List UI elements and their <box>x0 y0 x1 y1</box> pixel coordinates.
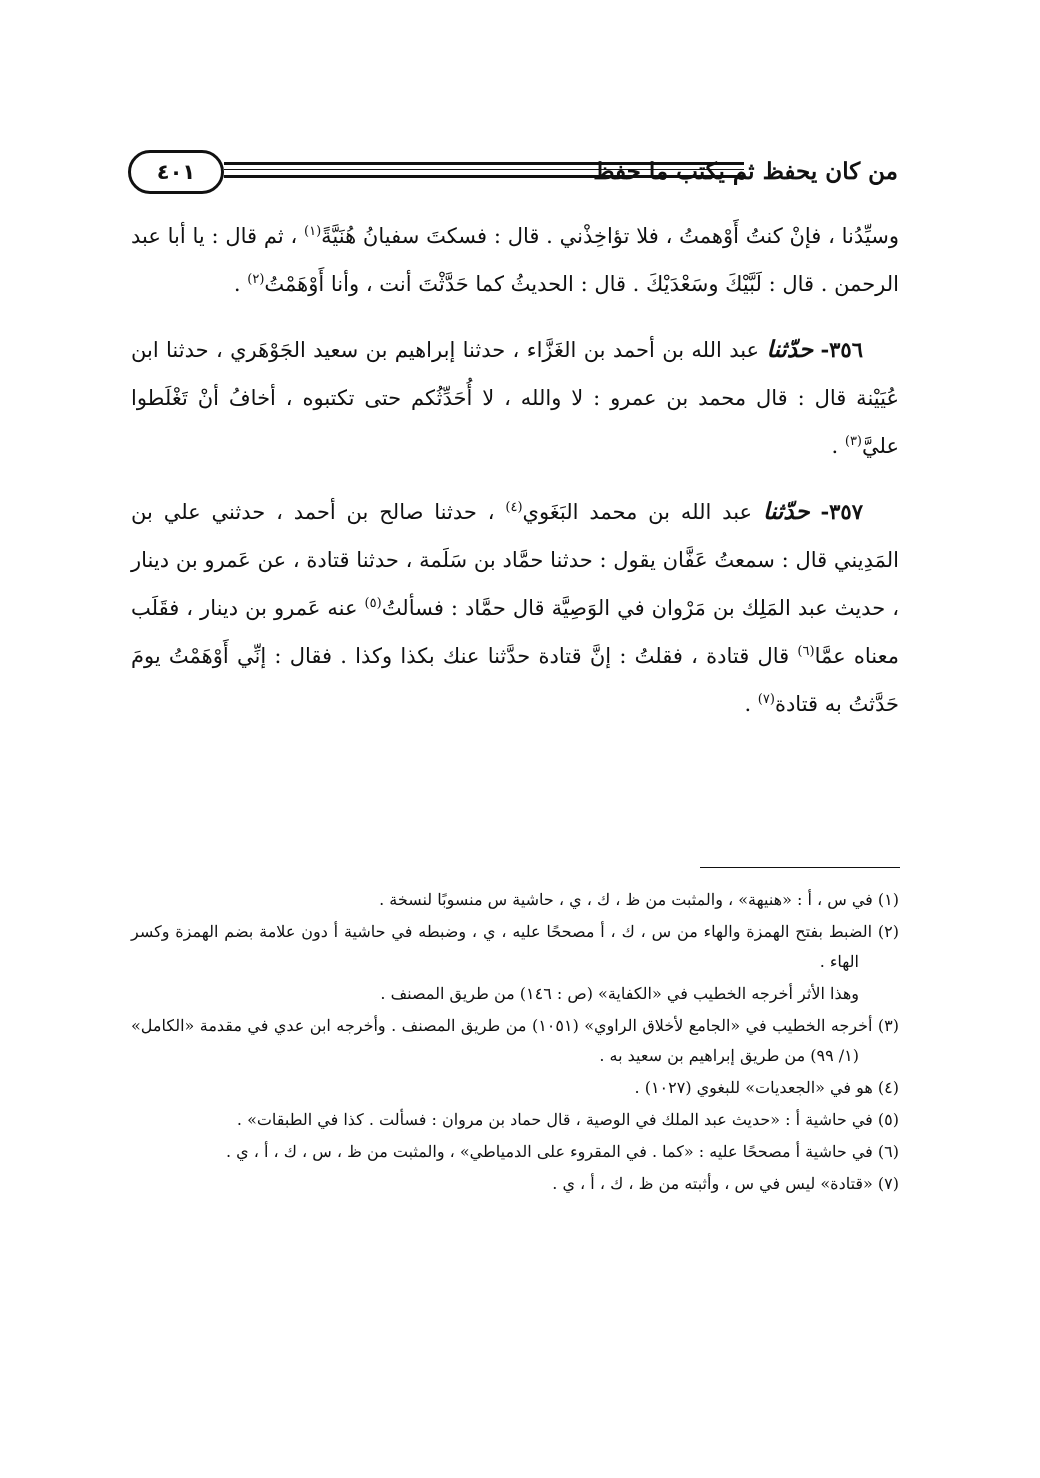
running-title: من كان يحفظ ثم يكتب ما حفظ <box>593 158 898 185</box>
text-span: قال : يا أبا عبد الرحمن . قال : لَبَّيْكَ وسَعْدَيْكَ . قال : الحديثُ كما حَدَّثْتَ أنت ، <box>131 224 899 296</box>
footnote-ref-6[interactable]: (٦) <box>797 644 815 659</box>
footnote-2: (٢) الضبط بفتح الهمزة والهاء من س ، ك ، أ مصححًا عليه ، ي ، وضبطه في حاشية أ دون علامة بضم الهمزة وكسر الهاء . <box>131 922 899 971</box>
footnotes <box>131 885 899 1199</box>
hadith-356 <box>131 326 899 470</box>
text-span: . <box>233 272 248 296</box>
text-span: عنه عَمرو بن دينار ، فقَلَب معناه عمَّا <box>131 596 899 668</box>
page-header <box>128 150 898 200</box>
footnote-3: (٣) أخرجه الخطيب في «الجامع لأخلاق الراوي» (١٠٥١) من طريق المصنف . وأخرجه ابن عدي في مقدمة «الكامل» (١/ ٩٩) من طريق إبراهيم بن سعيد به . <box>131 1016 900 1065</box>
footnote-ref-1[interactable]: (١) <box>304 224 322 239</box>
page-number: ٤٠١ <box>128 150 224 194</box>
footnote-ref-2[interactable]: (٢) <box>247 272 265 287</box>
paragraph-continuation <box>131 212 899 308</box>
text-span: ، ثم <box>263 224 305 248</box>
footnote-7: (٧) «قتادة» ليس في س ، وأثبته من ظ ، ك ، أ ، ي . <box>552 1174 899 1193</box>
text-span: قال قتادة ، فقلتُ : إنَّ قتادة حدَّثنا عنك بكذا وكذا . فقال : إنِّي أَوْهَمْتُ يومَ حَدَّثتُ به قتادة <box>131 644 899 716</box>
footnote-1: (١) في س ، أ : «هنيهة» ، والمثبت من ظ ، ك ، ي ، حاشية س منسوبًا لنسخة . <box>379 890 899 909</box>
hadith-number: ٣٥٦- <box>820 337 863 362</box>
haddathana-word: حدّثنا <box>766 336 814 363</box>
hadith-357 <box>131 488 899 728</box>
footnote-5: (٥) في حاشية أ : «حديث عبد الملك في الوصية ، قال حماد بن مروان : فسألت . كذا في الطبقات» . <box>236 1110 899 1129</box>
footnote-ref-7[interactable]: (٧) <box>757 692 775 707</box>
footnote-4: (٤) هو في «الجعديات» للبغوي (١٠٢٧) . <box>634 1078 899 1097</box>
text-span: وأنا أَوْهَمْتُ <box>264 272 360 296</box>
hadith-number: ٣٥٧- <box>820 499 863 524</box>
text-span: عبد الله بن محمد البَغَوي <box>522 500 763 524</box>
text-span: وسيِّدُنا ، فإنْ كنتُ أَوْهمتُ ، فلا تؤاخِذْني . قال : فسكتَ سفيانُ هُنَيَّةً <box>321 224 899 248</box>
footnote-6: (٦) في حاشية أ مصححًا عليه : «كما . في المقروء على الدمياطي» ، والمثبت من ظ ، س ، ك ، أ ، ي . <box>225 1142 899 1161</box>
text-span: . <box>831 434 845 458</box>
text-span: عبد الله بن أحمد بن الغَزَّاء ، حدثنا إبراهيم بن سعيد الجَوْهَري ، حدثنا ابن عُيَيْنة قال : قال محمد بن عمرو : لا والله ، لا أُحَدِّثُكم حتى تكتبوه ، أخافُ أنْ تَغْلَطوا عليَّ <box>131 338 899 458</box>
footnote-ref-5[interactable]: (٥) <box>364 596 382 611</box>
haddathana-word: حدّثنا <box>762 498 810 525</box>
footnote-ref-3[interactable]: (٣) <box>844 434 862 449</box>
text-span: ، حدثنا صالح بن أحمد ، حدثني علي بن المَدِيني قال : سمعتُ عَفَّان يقول : حدثنا حمَّاد بن سَلَمة ، حدثنا قتادة ، عن عَمرو بن دينار ، حديث عبد المَلِك بن مَرْوان في الوَصِيَّة قال حمَّاد : فسألتُ <box>131 500 899 620</box>
footnote-separator <box>700 867 900 868</box>
main-text <box>131 212 899 728</box>
footnote-ref-4[interactable]: (٤) <box>505 500 523 515</box>
footnote-2-continuation: وهذا الأثر أخرجه الخطيب في «الكفاية» (ص : ١٤٦) من طريق المصنف . <box>380 984 859 1003</box>
text-span: . <box>744 692 758 716</box>
